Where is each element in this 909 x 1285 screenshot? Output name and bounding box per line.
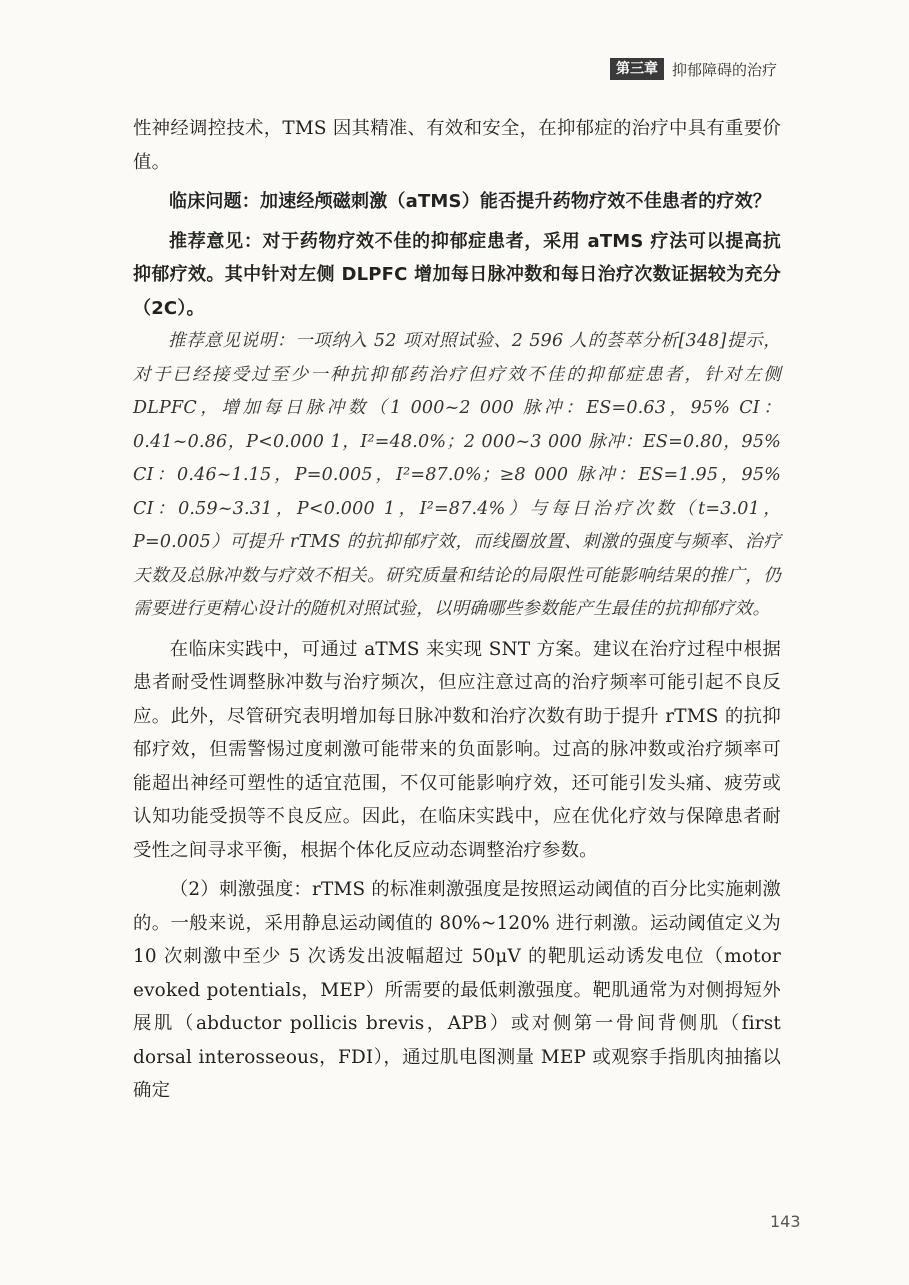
paragraph-continuation: 性神经调控技术，TMS 因其精准、有效和安全，在抑郁症的治疗中具有重要价值。 — [133, 118, 781, 173]
page-number: 143 — [770, 1212, 801, 1231]
clinical-practice-paragraph: 在临床实践中，可通过 aTMS 来实现 SNT 方案。建议在治疗过程中根据患者耐受性调整脉冲数与治疗频次，但应注意过高的治疗频率可能引起不良反应。此外，尽管研究表明增加每日脉冲数和治疗次数有助于提升 rTMS 的抗抑郁疗效，但需警惕过度刺激可能带来的负面影响。过高的脉冲数或治疗频率可能超出神经可塑性的适宜范围，不仅可能影响疗效，还可能引发头痛、疲劳或认知功能受损等不良反应。因此，在临床实践中，应在优化疗效与保障患者耐受性之间寻求平衡，根据个体化反应动态调整治疗参数。 — [133, 638, 781, 861]
page-body — [133, 112, 781, 1108]
recommendation-explanation: 推荐意见说明：一项纳入 52 项对照试验、2 596 人的荟萃分析[348]提示，对于已经接受过至少一种抗抑郁药治疗但疗效不佳的抑郁症患者，针对左侧 DLPFC，增加每日脉冲数（1 000~2 000 脉冲：ES=0.63，95% CI：0.41~0.86，P<0.000 1，I²=48.0%；2 000~3 000 脉冲：ES=0.80，95% CI：0.46~1.15，P=0.005，I²=87.0%；≥8 000 脉冲：ES=1.95，95% CI：0.59~3.31，P<0.000 1，I²=87.4%）与每日治疗次数（t=3.01，P=0.005）可提升 rTMS 的抗抑郁疗效，而线圈放置、刺激的强度与频率、治疗天数及总脉冲数与疗效不相关。研究质量和结论的局限性可能影响结果的推广，仍需要进行更精心设计的随机对照试验，以明确哪些参数能产生最佳的抗抑郁疗效。 — [133, 331, 781, 619]
chapter-badge: 第三章 — [610, 58, 664, 80]
recommendation: 推荐意见：对于药物疗效不佳的抑郁症患者，采用 aTMS 疗法可以提高抗抑郁疗效。其中针对左侧 DLPFC 增加每日脉冲数和每日治疗次数证据较为充分（2C）。 — [133, 230, 781, 319]
chapter-title: 抑郁障碍的治疗 — [671, 60, 777, 79]
stimulation-intensity-paragraph: （2）刺激强度：rTMS 的标准刺激强度是按照运动阈值的百分比实施刺激的。一般来说，采用静息运动阈值的 80%~120% 进行刺激。运动阈值定义为 10 次刺激中至少 5 次诱发出波幅超过 50μV 的靶肌运动诱发电位（motor evoked potentials，MEP）所需要的最低刺激强度。靶肌通常为对侧拇短外展肌（abductor pollicis brevis，APB）或对侧第一骨间背侧肌（first dorsal interosseous，FDI），通过肌电图测量 MEP 或观察手指肌肉抽搐以确定 — [133, 879, 781, 1101]
running-header — [610, 58, 777, 80]
clinical-question: 临床问题：加速经颅磁刺激（aTMS）能否提升药物疗效不佳患者的疗效？ — [169, 191, 772, 212]
